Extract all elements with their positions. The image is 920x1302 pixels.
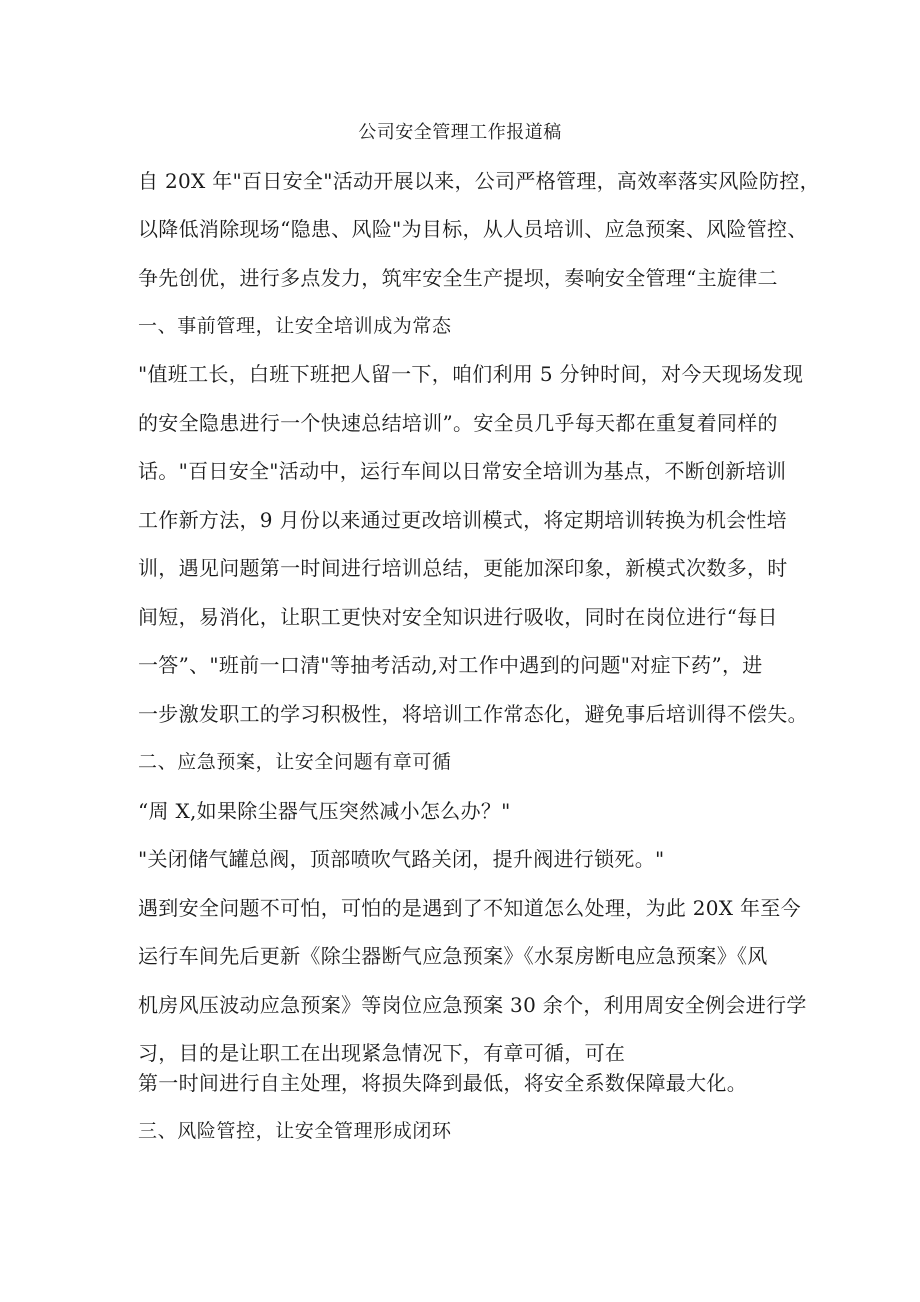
paragraph-line: 遇到安全问题不可怕，可怕的是遇到了不知道怎么处理，为此 20X 年至今: [138, 896, 801, 920]
paragraph-line: 工作新方法，9 月份以来通过更改培训模式，将定期培训转换为机会性培: [138, 508, 787, 532]
paragraph-line: "值班工长，白班下班把人留一下，咱们利用 5 分钟时间，对今天现场发现: [138, 362, 804, 386]
paragraph-line: 运行车间先后更新《除尘器断气应急预案》《水泵房断电应急预案》《风: [138, 944, 768, 968]
paragraph-line: 话。"百日安全"活动中，运行车间以日常安全培训为基点，不断创新培训: [138, 459, 787, 483]
document-title: 公司安全管理工作报道稿: [358, 122, 562, 143]
paragraph-line: 间短，易消化，让职工更快对安全知识进行吸收，同时在岗位进行“每日: [138, 605, 778, 629]
paragraph-line: 机房风压波动应急预案》等岗位应急预案 30 余个，利用周安全例会进行学: [138, 993, 807, 1017]
section-heading-2: 二、应急预案，让安全问题有章可循: [138, 751, 452, 773]
section-heading-3: 三、风险管控，让安全管理形成闭环: [138, 1120, 452, 1142]
paragraph-line: 一步激发职工的学习积极性，将培训工作常态化，避免事后培训得不偿失。: [138, 702, 808, 726]
dialogue-line: "关闭储气罐总阀，顶部喷吹气路关闭，提升阀进行锁死。": [138, 847, 665, 871]
paragraph-line: 第一时间进行自主处理，将损失降到最低，将安全系数保障最大化。: [138, 1071, 747, 1095]
paragraph-line: 习，目的是让职工在出现紧急情况下，有章可循，可在: [138, 1041, 626, 1065]
paragraph-line: 训，遇见问题第一时间进行培训总结，更能加深印象，新模式次数多，时: [138, 556, 788, 580]
paragraph-line: 自 20X 年"百日安全"活动开展以来，公司严格管理，高效率落实风险防控，: [138, 169, 820, 193]
section-heading-1: 一、事前管理，让安全培训成为常态: [138, 315, 452, 337]
paragraph-line: 的安全隐患进行一个快速总结培训”。安全员几乎每天都在重复着同样的: [138, 411, 778, 435]
paragraph-line: 争先创优，进行多点发力，筑牢安全生产提坝，奏响安全管理“主旋律二: [138, 266, 778, 290]
dialogue-line: “周 X,如果除尘器气压突然减小怎么办？": [138, 799, 511, 823]
paragraph-line: 一答”、"班前一口清"等抽考活动,对工作中遇到的问题"对症下药”，进: [138, 653, 763, 677]
paragraph-line: 以降低消除现场“隐患、风险"为目标，从人员培训、应急预案、风险管控、: [138, 217, 808, 241]
